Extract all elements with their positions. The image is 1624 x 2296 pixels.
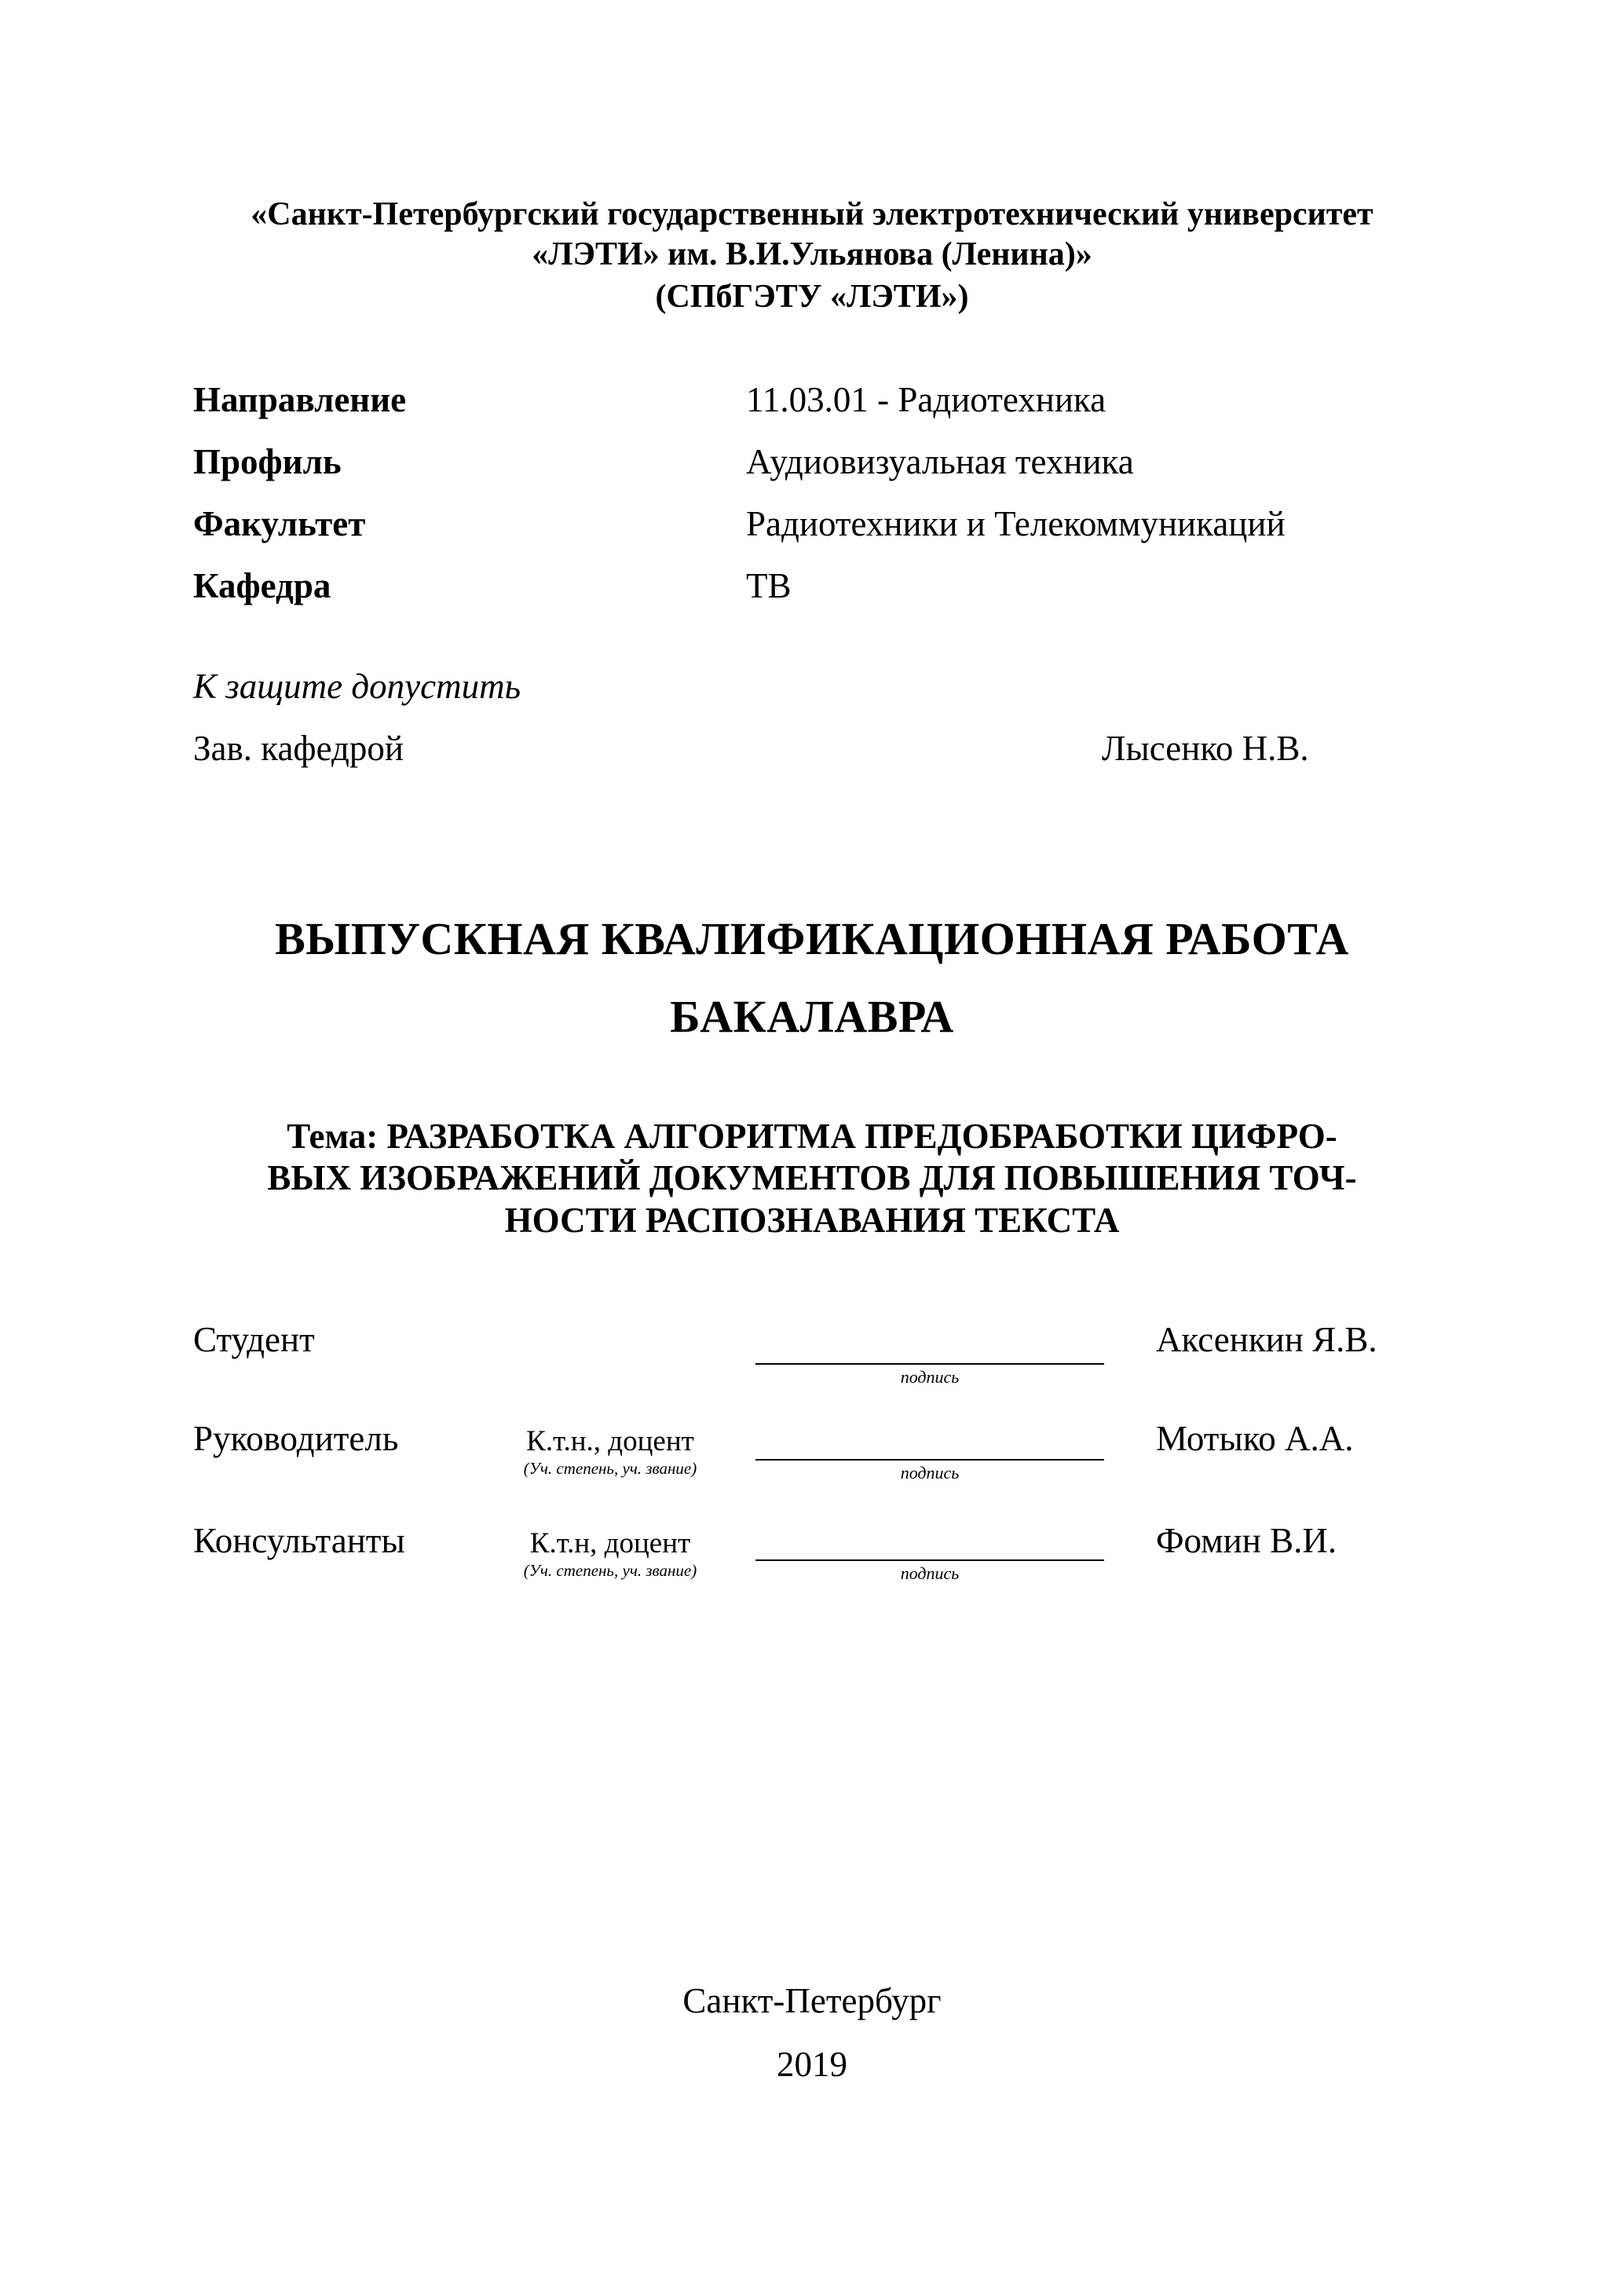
work-title-line2: БАКАЛАВРА (670, 991, 954, 1042)
signature-caption-student: подпись (900, 1367, 960, 1387)
field-label-direction: Направление (193, 380, 407, 419)
signature-name-student: Аксенкин Я.В. (1156, 1320, 1377, 1359)
university-abbreviation: (СПбГЭТУ «ЛЭТИ») (655, 279, 969, 315)
signature-role-supervisor: Руководитель (193, 1419, 399, 1458)
university-name-line1: «Санкт-Петербургский государственный электротехнический университет (251, 196, 1373, 232)
field-label-department: Кафедра (193, 566, 331, 605)
signature-degree-consultants: К.т.н, доцент (529, 1527, 691, 1559)
topic-line1: Тема: РАЗРАБОТКА АЛГОРИТМА ПРЕДОБРАБОТКИ ЦИФРО- (287, 1117, 1337, 1156)
field-label-faculty: Факультет (193, 504, 366, 543)
signature-caption-supervisor: подпись (900, 1463, 960, 1483)
footer-city: Санкт-Петербург (682, 1981, 942, 2020)
signature-caption-consultants: подпись (900, 1563, 960, 1583)
field-value-profile: Аудиовизуальная техника (746, 442, 1134, 481)
approval-head-name: Лысенко Н.В. (1102, 729, 1309, 768)
topic-line2: ВЫХ ИЗОБРАЖЕНИЙ ДОКУМЕНТОВ ДЛЯ ПОВЫШЕНИЯ ТОЧ- (267, 1158, 1357, 1197)
footer-year: 2019 (777, 2045, 847, 2084)
signature-role-consultants: Консультанты (193, 1521, 405, 1560)
approval-role: Зав. кафедрой (193, 729, 404, 768)
field-value-faculty: Радиотехники и Телекоммуникаций (746, 504, 1286, 543)
university-name-line2: «ЛЭТИ» им. В.И.Ульянова (Ленина)» (532, 236, 1092, 272)
signature-name-consultants: Фомин В.И. (1156, 1521, 1337, 1560)
field-value-direction: 11.03.01 - Радиотехника (746, 380, 1106, 419)
field-value-department: ТВ (746, 566, 792, 605)
signature-line-supervisor (755, 1459, 1104, 1461)
work-title-line1: ВЫПУСКНАЯ КВАЛИФИКАЦИОННАЯ РАБОТА (275, 913, 1349, 964)
signature-degree-caption-consultants: (Уч. степень, уч. звание) (523, 1561, 697, 1580)
approval-note: К защите допустить (193, 667, 521, 706)
signature-degree-supervisor: К.т.н., доцент (526, 1425, 694, 1457)
signature-role-student: Студент (193, 1320, 315, 1359)
signature-degree-caption-supervisor: (Уч. степень, уч. звание) (523, 1459, 697, 1478)
signature-line-student (755, 1363, 1104, 1365)
signature-line-consultants (755, 1559, 1104, 1561)
topic-line3: НОСТИ РАСПОЗНАВАНИЯ ТЕКСТА (504, 1201, 1120, 1240)
field-label-profile: Профиль (193, 442, 342, 481)
signature-name-supervisor: Мотыко А.А. (1156, 1419, 1354, 1458)
